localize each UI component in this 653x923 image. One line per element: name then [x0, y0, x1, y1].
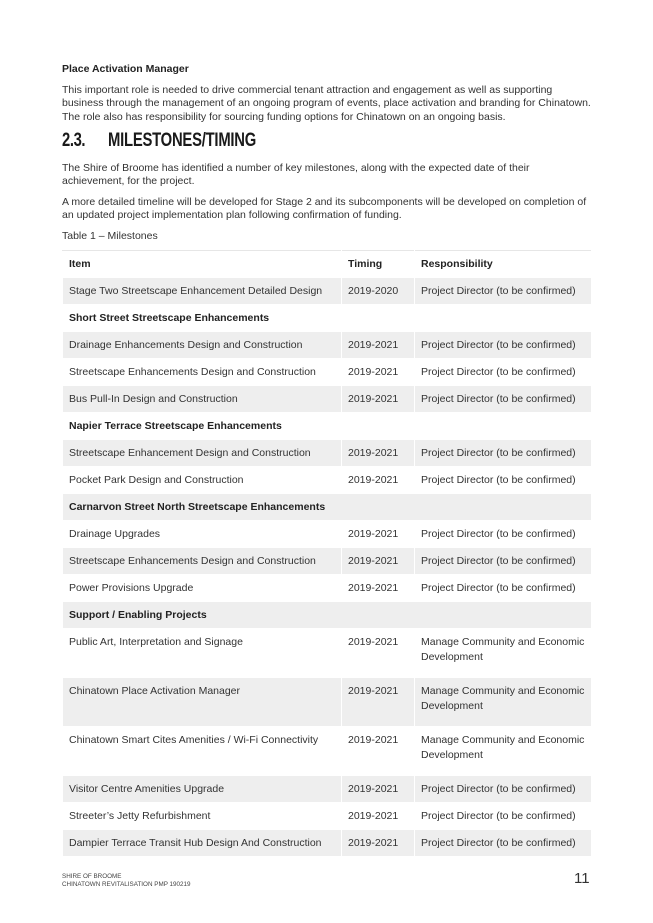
cell-timing: 2019-2021 — [342, 440, 415, 467]
cell-item: Chinatown Place Activation Manager — [63, 678, 342, 727]
cell-item: Power Provisions Upgrade — [63, 575, 342, 602]
cell-item: Chinatown Smart Cites Amenities / Wi-Fi Connectivity — [63, 727, 342, 776]
cell-item: Public Art, Interpretation and Signage — [63, 629, 342, 678]
table-row — [63, 803, 592, 830]
table-group-row — [63, 494, 592, 521]
cell-responsibility: Project Director (to be confirmed) — [415, 440, 592, 467]
cell-timing: 2019-2021 — [342, 359, 415, 386]
table-group-row — [63, 413, 592, 440]
cell-timing: 2019-2021 — [342, 629, 415, 678]
group-label: Support / Enabling Projects — [63, 602, 592, 629]
cell-responsibility: Manage Community and Economic Development — [415, 727, 592, 776]
column-header-timing: Timing — [342, 251, 415, 278]
cell-responsibility: Project Director (to be confirmed) — [415, 776, 592, 803]
cell-item: Streetscape Enhancements Design and Construction — [63, 359, 342, 386]
table-row — [63, 467, 592, 494]
cell-item: Streetscape Enhancements Design and Construction — [63, 548, 342, 575]
cell-item: Drainage Upgrades — [63, 521, 342, 548]
table-row — [63, 678, 592, 727]
cell-item: Streetscape Enhancement Design and Construction — [63, 440, 342, 467]
cell-item: Visitor Centre Amenities Upgrade — [63, 776, 342, 803]
milestones-table — [62, 250, 592, 857]
table-row — [63, 575, 592, 602]
table-group-row — [63, 602, 592, 629]
table-row — [63, 548, 592, 575]
cell-timing: 2019-2021 — [342, 830, 415, 857]
table-group-row — [63, 305, 592, 332]
cell-responsibility: Manage Community and Economic Development — [415, 678, 592, 727]
table-row — [63, 521, 592, 548]
cell-timing: 2019-2021 — [342, 548, 415, 575]
table-row — [63, 359, 592, 386]
footer-line-1: SHIRE OF BROOME — [62, 873, 122, 880]
cell-responsibility: Project Director (to be confirmed) — [415, 332, 592, 359]
table-row — [63, 830, 592, 857]
table-row — [63, 776, 592, 803]
column-header-item: Item — [63, 251, 342, 278]
column-header-responsibility: Responsibility — [415, 251, 592, 278]
cell-responsibility: Project Director (to be confirmed) — [415, 803, 592, 830]
cell-item: Bus Pull-In Design and Construction — [63, 386, 342, 413]
footer-line-2: CHINATOWN REVITALISATION PMP 190219 — [62, 881, 191, 888]
subheading: Place Activation Manager — [62, 63, 189, 75]
cell-timing: 2019-2021 — [342, 803, 415, 830]
cell-responsibility: Project Director (to be confirmed) — [415, 575, 592, 602]
cell-responsibility: Manage Community and Economic Development — [415, 629, 592, 678]
cell-responsibility: Project Director (to be confirmed) — [415, 521, 592, 548]
group-label: Napier Terrace Streetscape Enhancements — [63, 413, 592, 440]
cell-responsibility: Project Director (to be confirmed) — [415, 548, 592, 575]
section-title: MILESTONES/TIMING — [108, 130, 257, 151]
page-number: 11 — [574, 870, 590, 887]
table-row — [63, 332, 592, 359]
section-heading — [62, 130, 298, 158]
paragraph-3: A more detailed timeline will be developed for Stage 2 and its subcomponents will be developed on completion of an updated project implementation plan following confirmation of funding. — [62, 196, 587, 222]
cell-responsibility: Project Director (to be confirmed) — [415, 467, 592, 494]
group-label: Short Street Streetscape Enhancements — [63, 305, 592, 332]
cell-responsibility: Project Director (to be confirmed) — [415, 278, 592, 305]
cell-responsibility: Project Director (to be confirmed) — [415, 386, 592, 413]
table-caption: Table 1 – Milestones — [62, 230, 158, 242]
cell-timing: 2019-2021 — [342, 521, 415, 548]
paragraph-2: The Shire of Broome has identified a number of key milestones, along with the expected date of their achievement, for the project. — [62, 162, 530, 188]
cell-item: Stage Two Streetscape Enhancement Detailed Design — [63, 278, 342, 305]
cell-timing: 2019-2021 — [342, 727, 415, 776]
cell-item: Drainage Enhancements Design and Construction — [63, 332, 342, 359]
cell-timing: 2019-2021 — [342, 467, 415, 494]
table-row — [63, 278, 592, 305]
cell-responsibility: Project Director (to be confirmed) — [415, 830, 592, 857]
table-body — [63, 278, 592, 857]
group-label: Carnarvon Street North Streetscape Enhancements — [63, 494, 592, 521]
table-row — [63, 727, 592, 776]
section-number: 2.3. — [62, 130, 86, 151]
cell-item: Pocket Park Design and Construction — [63, 467, 342, 494]
table-row — [63, 629, 592, 678]
cell-timing: 2019-2021 — [342, 678, 415, 727]
table-row — [63, 440, 592, 467]
footer — [62, 873, 191, 889]
cell-responsibility: Project Director (to be confirmed) — [415, 359, 592, 386]
cell-timing: 2019-2020 — [342, 278, 415, 305]
cell-item: Dampier Terrace Transit Hub Design And Construction — [63, 830, 342, 857]
cell-timing: 2019-2021 — [342, 575, 415, 602]
cell-item: Streeter’s Jetty Refurbishment — [63, 803, 342, 830]
cell-timing: 2019-2021 — [342, 332, 415, 359]
cell-timing: 2019-2021 — [342, 386, 415, 413]
table-row — [63, 386, 592, 413]
intro-paragraph: This important role is needed to drive commercial tenant attraction and engagement as well as supporting business through the management of an ongoing program of events, place activation and branding for Chinatown. The role also has responsibility for sourcing funding options for Chinatown on an ongoing basis. — [62, 84, 591, 123]
cell-timing: 2019-2021 — [342, 776, 415, 803]
